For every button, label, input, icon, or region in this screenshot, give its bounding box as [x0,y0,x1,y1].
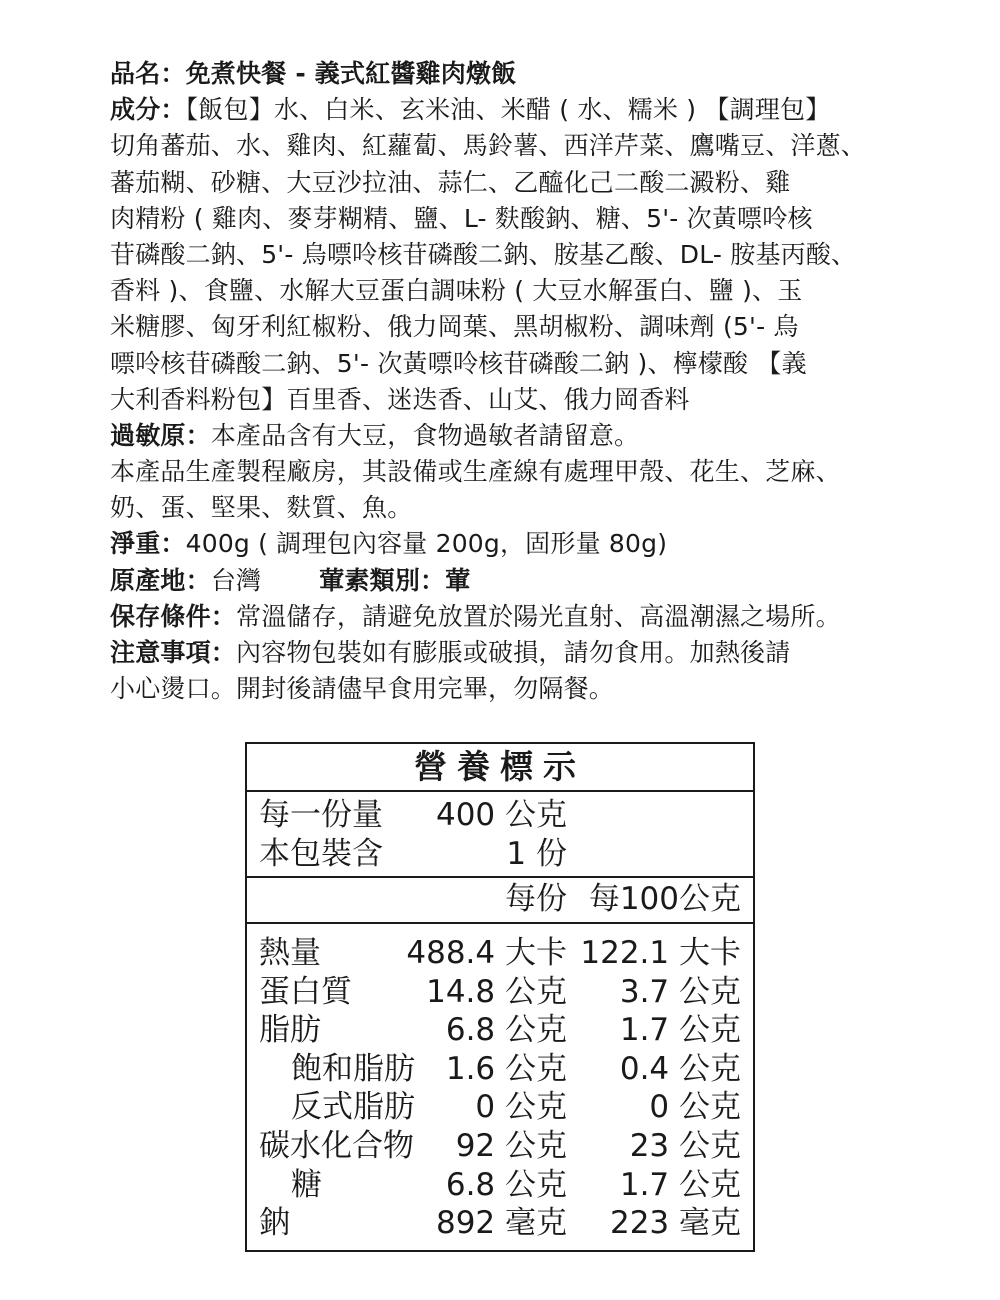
nutrient-per-serving: 1.6 公克 [445,1050,567,1087]
servings-per-pack-value: 1 份 [506,835,567,872]
servings-per-pack-label: 本包裝含 [259,835,383,872]
ingredients-text: 苷磷酸二鈉、5'- 烏嘌呤核苷磷酸二鈉、胺基乙酸、DL- 胺基丙酸、 [110,239,857,269]
product-info [110,56,910,707]
nutrient-label: 蛋白質 [259,973,352,1010]
serving-size-label: 每一份量 [259,797,383,833]
nutrient-label: 反式脂肪 [291,1089,415,1126]
ingredients-text: 嘌呤核苷磷酸二鈉、5'- 次黃嘌呤核苷磷酸二鈉 )、檸檬酸 【義 [110,348,807,378]
nutrient-label: 鈉 [259,1205,290,1242]
allergen-label: 過敏原： [110,420,211,450]
ingredients-text: 米糖膠、匈牙利紅椒粉、俄力岡葉、黑胡椒粉、調味劑 (5'- 烏 [110,312,799,342]
storage-line [110,599,910,635]
nutrient-label: 糖 [291,1166,322,1203]
diet-type-value: 葷 [445,565,471,595]
notes-label: 注意事項： [110,638,237,667]
nutrient-per-100g: 1.7 公克 [619,1012,741,1049]
nutrient-per-100g: 3.7 公克 [619,973,741,1010]
nutrition-title: 營養標示 [247,744,753,792]
nutrient-row-fat [247,1011,753,1050]
nutrient-row-calories [247,934,753,973]
nutrient-row-protein [247,973,753,1012]
allergen-text: 本產品含有大豆，食物過敏者請留意。 [210,420,640,450]
nutrient-per-100g: 122.1 大卡 [580,935,741,971]
notes-value: 內容物包裝如有膨脹或破損，請勿食用。加熱後請 [236,638,791,667]
ingredients-text: 蕃茄糊、砂糖、大豆沙拉油、蒜仁、乙醯化己二酸二澱粉、雞 [110,167,791,197]
notes-text: 小心燙口。開封後請儘早食用完畢，勿隔餐。 [110,674,615,704]
origin-label: 原產地： [110,565,211,595]
net-weight-line [110,526,910,562]
notes-line [110,635,910,671]
nutrient-per-100g: 23 公克 [629,1127,741,1164]
nutrient-per-serving: 6.8 公克 [445,1012,567,1049]
nutrition-facts-table [245,742,755,1252]
nutrient-label: 飽和脂肪 [291,1050,415,1087]
nutrient-per-100g: 1.7 公克 [619,1166,741,1203]
origin-line [110,563,910,599]
allergen-line [110,418,910,454]
nutrient-per-serving: 6.8 公克 [445,1166,567,1203]
servings-per-pack-row [247,835,753,874]
serving-size-value: 400 公克 [435,797,567,833]
nutrient-row-trans-fat [247,1088,753,1127]
column-header-per-100g: 每100公克 [588,881,741,917]
serving-info [247,792,753,878]
ingredients-text: 大利香料粉包】百里香、迷迭香、山艾、俄力岡香料 [110,384,690,414]
nutrient-per-100g: 223 毫克 [609,1205,741,1242]
nutrient-row-sugar [247,1166,753,1205]
ingredients-text: 香料 )、食鹽、水解大豆蛋白調味粉 ( 大豆水解蛋白、鹽 )、玉 [110,276,803,306]
nutrient-label: 碳水化合物 [259,1127,414,1164]
nutrient-row-carbohydrate [247,1127,753,1166]
nutrient-label: 熱量 [259,935,321,971]
nutrient-per-100g: 0.4 公克 [619,1050,741,1087]
ingredients-text: 【飯包】水、白米、玄米油、米醋 ( 水、糯米 ) 【調理包】 [185,95,831,125]
nutrient-per-serving: 488.4 大卡 [406,935,567,971]
nutrient-rows [247,924,753,1243]
ingredients-text: 肉精粉 ( 雞肉、麥芽糊精、鹽、L- 麩酸鈉、糖、5'- 次黃嘌呤核 [110,203,813,233]
ingredients-line [110,92,910,128]
column-header-per-serving: 每份 [505,881,567,917]
serving-size-row [247,796,753,835]
allergen-facility-text: 本產品生產製程廠房，其設備或生產線有處理甲殼、花生、芝麻、 [110,457,841,487]
nutrient-per-serving: 0 公克 [475,1089,567,1126]
nutrient-per-100g: 0 公克 [649,1089,741,1126]
diet-type-label: 葷素類別： [319,565,446,595]
product-name-label: 品名： [110,59,186,88]
nutrient-row-sodium [247,1204,753,1243]
storage-label: 保存條件： [110,601,237,631]
nutrient-per-serving: 14.8 公克 [426,973,567,1010]
product-name-value: 免煮快餐 - 義式紅醬雞肉燉飯 [185,59,517,88]
column-header-row [247,878,753,924]
ingredients-label: 成分： [110,95,186,125]
allergen-facility-text: 奶、蛋、堅果、麩質、魚。 [110,493,413,523]
nutrient-row-saturated-fat [247,1050,753,1089]
storage-value: 常溫儲存，請避免放置於陽光直射、高溫潮濕之場所。 [236,601,841,631]
nutrient-per-serving: 892 毫克 [435,1205,567,1242]
net-weight-value: 400g ( 調理包內容量 200g，固形量 80g) [185,529,668,559]
product-name-line [110,56,910,92]
origin-value: 台灣 [210,565,262,595]
nutrient-label: 脂肪 [259,1012,321,1049]
ingredients-text: 切角蕃茄、水、雞肉、紅蘿蔔、馬鈴薯、西洋芹菜、鷹嘴豆、洋蔥、 [110,131,867,161]
net-weight-label: 淨重： [110,529,186,559]
nutrient-per-serving: 92 公克 [455,1127,567,1164]
